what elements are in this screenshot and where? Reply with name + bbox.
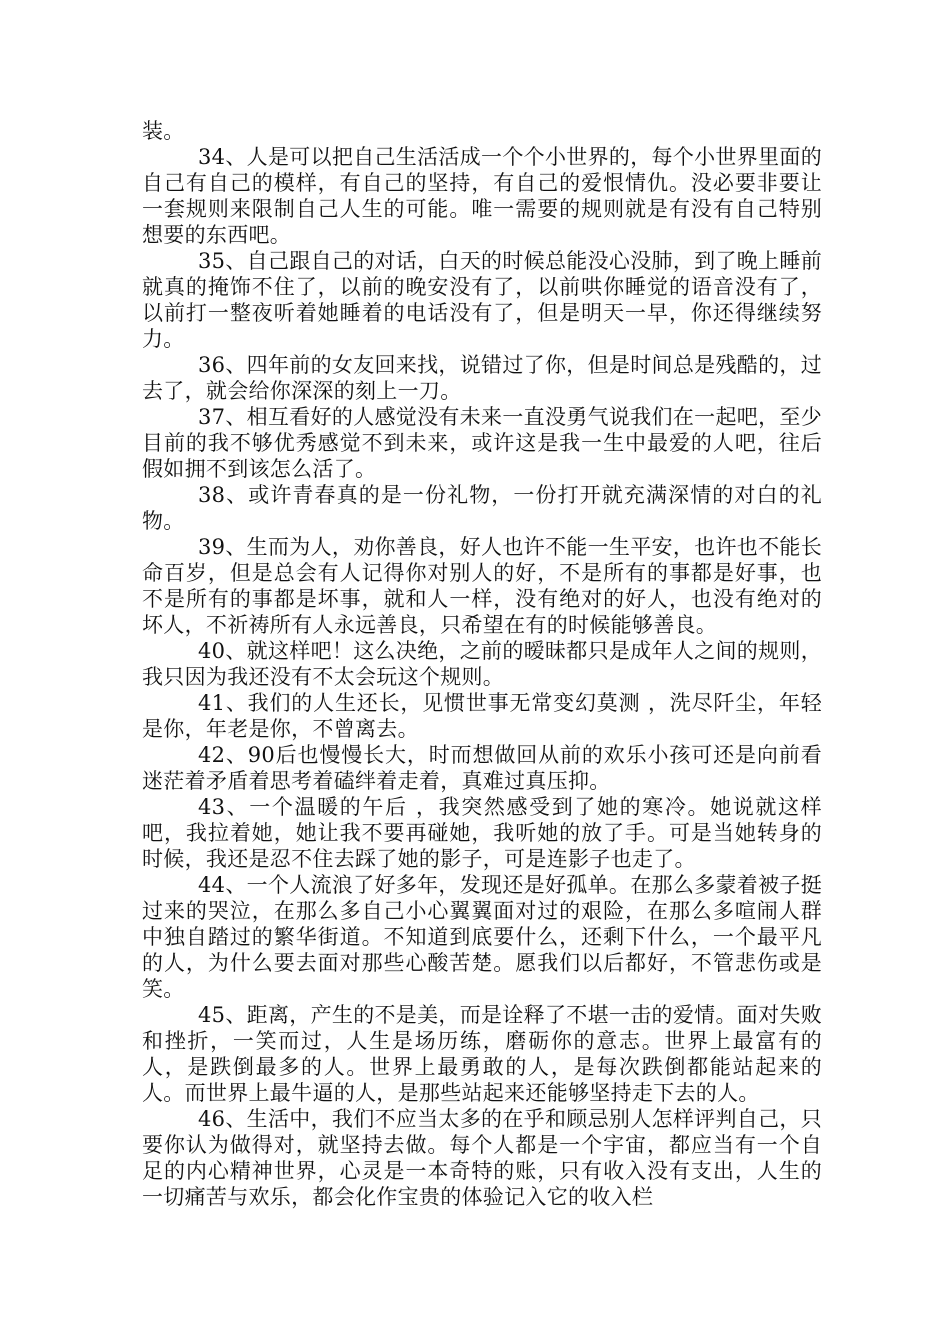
document-page <box>142 118 822 1210</box>
paragraph-45: 45、距离，产生的不是美，而是诠释了不堪一击的爱情。面对失败和挫折，一笑而过，人生是场历练，磨砺你的意志。世界上最富有的人，是跌倒最多的人。世界上最勇敢的人，是每次跌倒都能站起来的人。而世界上最牛逼的人，是那些站起来还能够坚持走下去的人。 <box>142 1003 822 1105</box>
paragraph-35: 35、自己跟自己的对话，白天的时候总能没心没肺，到了晚上睡前就真的掩饰不住了，以前的晚安没有了，以前哄你睡觉的语音没有了，以前打一整夜听着她睡着的电话没有了，但是明天一早，你还得继续努力。 <box>142 249 822 351</box>
paragraph-44: 44、一个人流浪了好多年，发现还是好孤单。在那么多蒙着被子挺过来的哭泣，在那么多自己小心翼翼面对过的艰险，在那么多喧闹人群中独自踏过的繁华街道。不知道到底要什么，还剩下什么，一个最平凡的人，为什么要去面对那些心酸苦楚。愿我们以后都好，不管悲伤或是笑。 <box>142 873 822 1001</box>
paragraph-37: 37、相互看好的人感觉没有未来一直没勇气说我们在一起吧，至少目前的我不够优秀感觉不到未来，或许这是我一生中最爱的人吧，往后假如拥不到该怎么活了。 <box>142 405 822 481</box>
paragraph-42: 42、90后也慢慢长大，时而想做回从前的欢乐小孩可还是向前看迷茫着矛盾着思考着磕绊着走着，真难过真压抑。 <box>142 743 822 793</box>
paragraph-continuation: 装。 <box>142 119 185 143</box>
paragraph-46: 46、生活中，我们不应当太多的在乎和顾忌别人怎样评判自己，只要你认为做得对，就坚持去做。每个人都是一个宇宙，都应当有一个自足的内心精神世界，心灵是一本奇特的账，只有收入没有支出，人生的一切痛苦与欢乐，都会化作宝贵的体验记入它的收入栏 <box>142 1107 822 1209</box>
paragraph-40: 40、就这样吧！这么决绝，之前的暧昧都只是成年人之间的规则，我只因为我还没有不太会玩这个规则。 <box>142 639 822 689</box>
paragraph-34: 34、人是可以把自己生活活成一个个小世界的，每个小世界里面的自己有自己的模样，有自己的坚持，有自己的爱恨情仇。没必要非要让一套规则来限制自己人生的可能。唯一需要的规则就是有没有自己特别想要的东西吧。 <box>142 145 822 247</box>
paragraph-43: 43、一个温暖的午后 ，我突然感受到了她的寒冷。她说就这样吧，我拉着她，她让我不要再碰她，我听她的放了手。可是当她转身的时候，我还是忍不住去踩了她的影子，可是连影子也走了。 <box>142 795 822 871</box>
paragraph-38: 38、或许青春真的是一份礼物，一份打开就充满深情的对白的礼物。 <box>142 483 822 533</box>
paragraph-36: 36、四年前的女友回来找，说错过了你，但是时间总是残酷的，过去了，就会给你深深的刻上一刀。 <box>142 353 822 403</box>
paragraph-41: 41、我们的人生还长，见惯世事无常变幻莫测 ，洗尽阡尘，年轻是你，年老是你，不曾离去。 <box>142 691 822 741</box>
paragraph-39: 39、生而为人，劝你善良，好人也许不能一生平安，也许也不能长命百岁，但是总会有人记得你对别人的好，不是所有的事都是好事，也不是所有的事都是坏事，就和人一样，没有绝对的好人，也没有绝对的坏人，不祈祷所有人永远善良，只希望在有的时候能够善良。 <box>142 535 822 637</box>
